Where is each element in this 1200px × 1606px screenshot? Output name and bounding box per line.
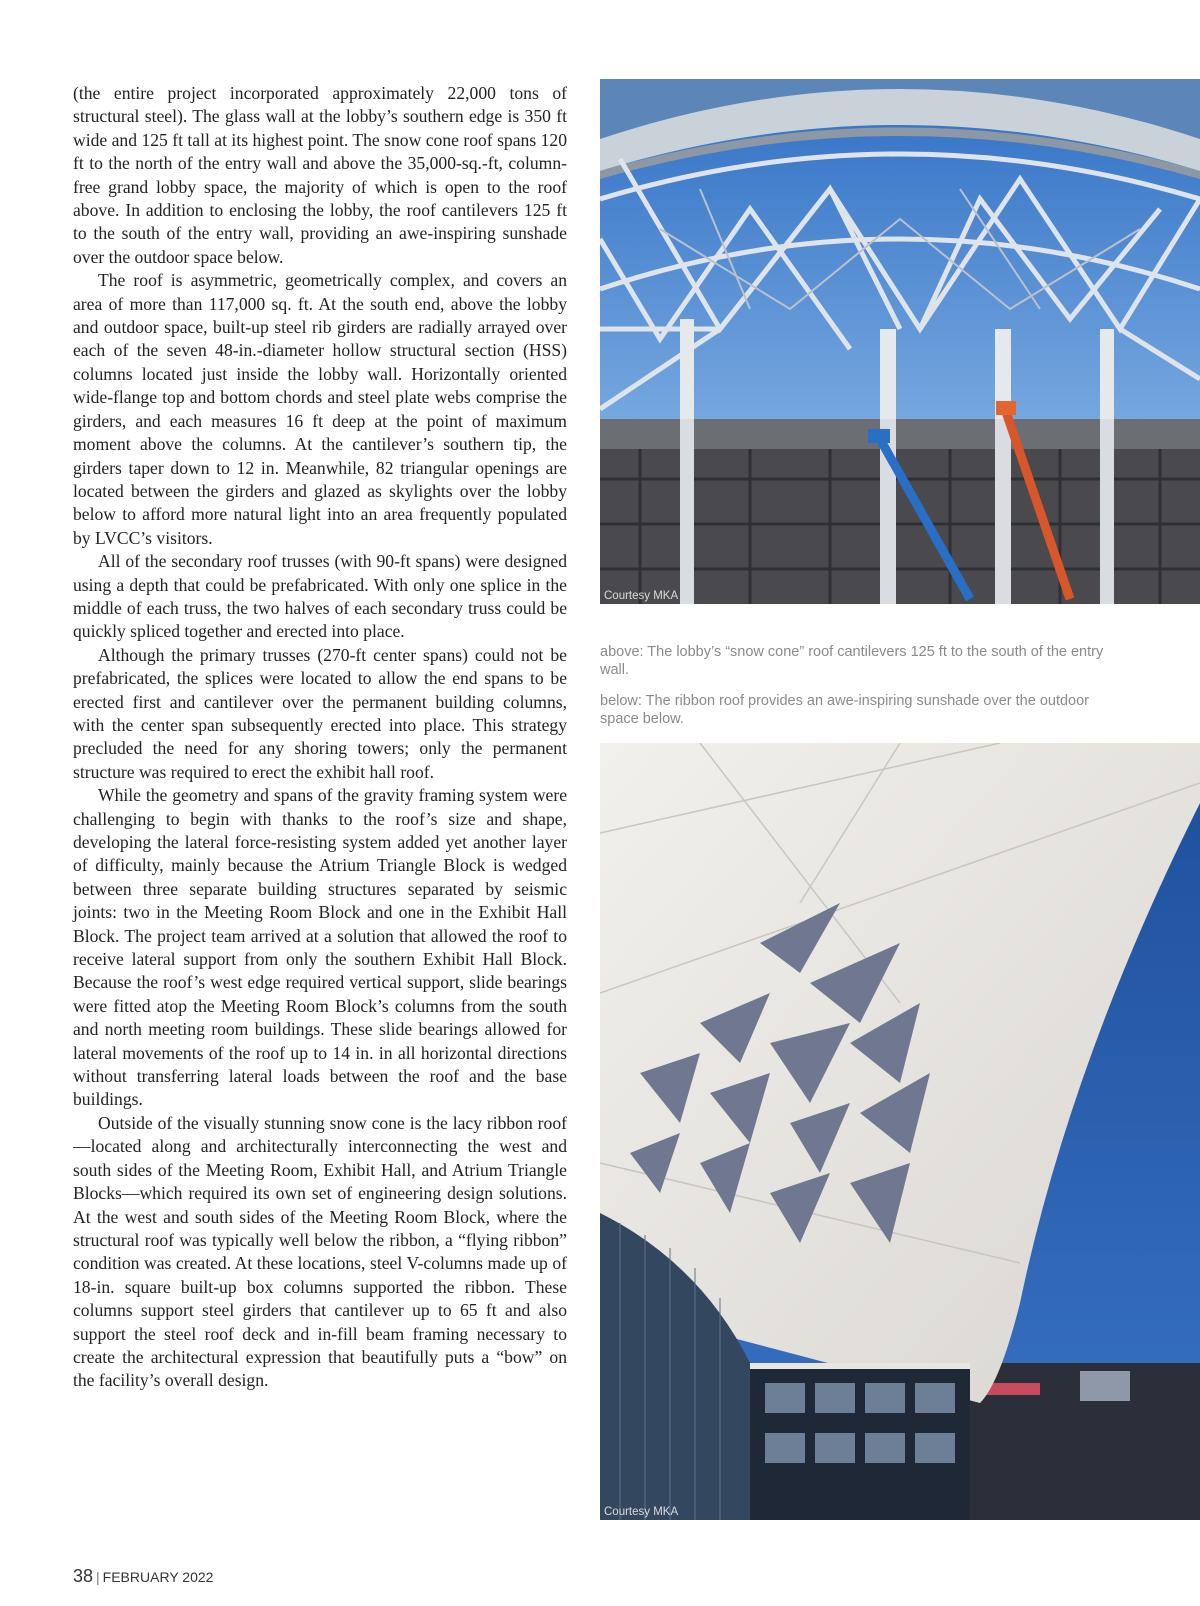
article-paragraph: Although the primary trusses (270-ft center spans) could not be prefabricated, the splices were located to allow the end spans to be erected first and cantilever over the permanent building columns, with the center span subsequently erected into place. This strategy precluded the need for any shoring towers; only the permanent structure was required to erect the exhibit hall roof. bbox=[73, 644, 567, 782]
article-paragraph: (the entire project incorporated approximately 22,000 tons of structural steel). The glass wall at the lobby’s southern edge is 350 ft wide and 125 ft tall at its highest point. The snow cone roof spans 120 ft to the north of the entry wall and above the 35,000-sq.-ft, column-free grand lobby space, the majority of which is open to the roof above. In addition to enclosing the lobby, the roof cantilevers 125 ft to the south of the entry wall, providing an awe-inspiring sunshade over the outdoor space below. bbox=[73, 83, 567, 267]
article-paragraph: Outside of the visually stunning snow cone is the lacy ribbon roof—located along and architecturally interconnecting the west and south sides of the Meeting Room, Exhibit Hall, and Atrium Triangle Blocks—which required its own set of engineering design solutions. At the west and south sides of the Meeting Room Block, where the structural roof was typically well below the ribbon, a “flying ribbon” condition was created. At these locations, steel V-columns made up of 18-in. square built-up box columns supported the ribbon. These columns support steel girders that cantilever up to 65 ft and also support the steel roof deck and in-fill beam framing necessary to create the architectural expression that beautifully puts a “bow” on the facility’s overall design. bbox=[73, 1112, 567, 1391]
snow-cone-roof-photo bbox=[600, 79, 1200, 604]
article-body bbox=[73, 82, 567, 1393]
article-paragraph: The roof is asymmetric, geometrically complex, and covers an area of more than 117,000 sq. ft. At the south end, above the lobby and outdoor space, built-up steel rib girders are radially arrayed over each of the seven 48-in.-diameter hollow structural section (HSS) columns located just inside the lobby wall. Horizontally oriented wide-flange top and bottom chords and steel plate webs comprise the girders, and each measures 16 ft deep at the point of maximum moment above the columns. At the cantilever’s southern tip, the girders taper down to 12 in. Meanwhile, 82 triangular openings are located between the girders and glazed as skylights over the lobby below to afford more natural light into an area frequently populated by LVCC’s visitors. bbox=[73, 270, 567, 548]
photo-credit: Courtesy MKA bbox=[604, 590, 679, 602]
ribbon-roof-photo bbox=[600, 743, 1200, 1520]
issue-date: FEBRUARY 2022 bbox=[102, 1569, 214, 1585]
caption-below: below: The ribbon roof provides an awe-inspiring sunshade over the outdoor space below. bbox=[600, 692, 1090, 727]
page-number: 38 bbox=[73, 1566, 94, 1586]
caption-above: above: The lobby’s “snow cone” roof cantilevers 125 ft to the south of the entry wall. bbox=[600, 643, 1104, 678]
footer-separator: | bbox=[96, 1569, 100, 1585]
page-footer bbox=[73, 1566, 213, 1587]
article-paragraph: While the geometry and spans of the gravity framing system were challenging to begin with thanks to the roof’s size and shape, developing the lateral force-resisting system added yet another layer of difficulty, mainly because the Atrium Triangle Block is wedged between three separate building structures separated by seismic joints: two in the Meeting Room Block and one in the Exhibit Hall Block. The project team arrived at a solution that allowed the roof to receive lateral support from only the southern Exhibit Hall Block. Because the roof’s west edge required vertical support, slide bearings were fitted atop the Meeting Room Block’s columns from the south and north meeting room buildings. These slide bearings allowed for lateral movements of the roof up to 14 in. in all horizontal directions without transferring lateral loads between the roof and the base buildings. bbox=[73, 785, 567, 1110]
article-paragraph: All of the secondary roof trusses (with 90-ft spans) were designed using a depth that could be prefabricated. With only one splice in the middle of each truss, the two halves of each secondary truss could be quickly spliced together and erected into place. bbox=[73, 551, 567, 642]
photo-credit: Courtesy MKA bbox=[604, 1506, 679, 1518]
